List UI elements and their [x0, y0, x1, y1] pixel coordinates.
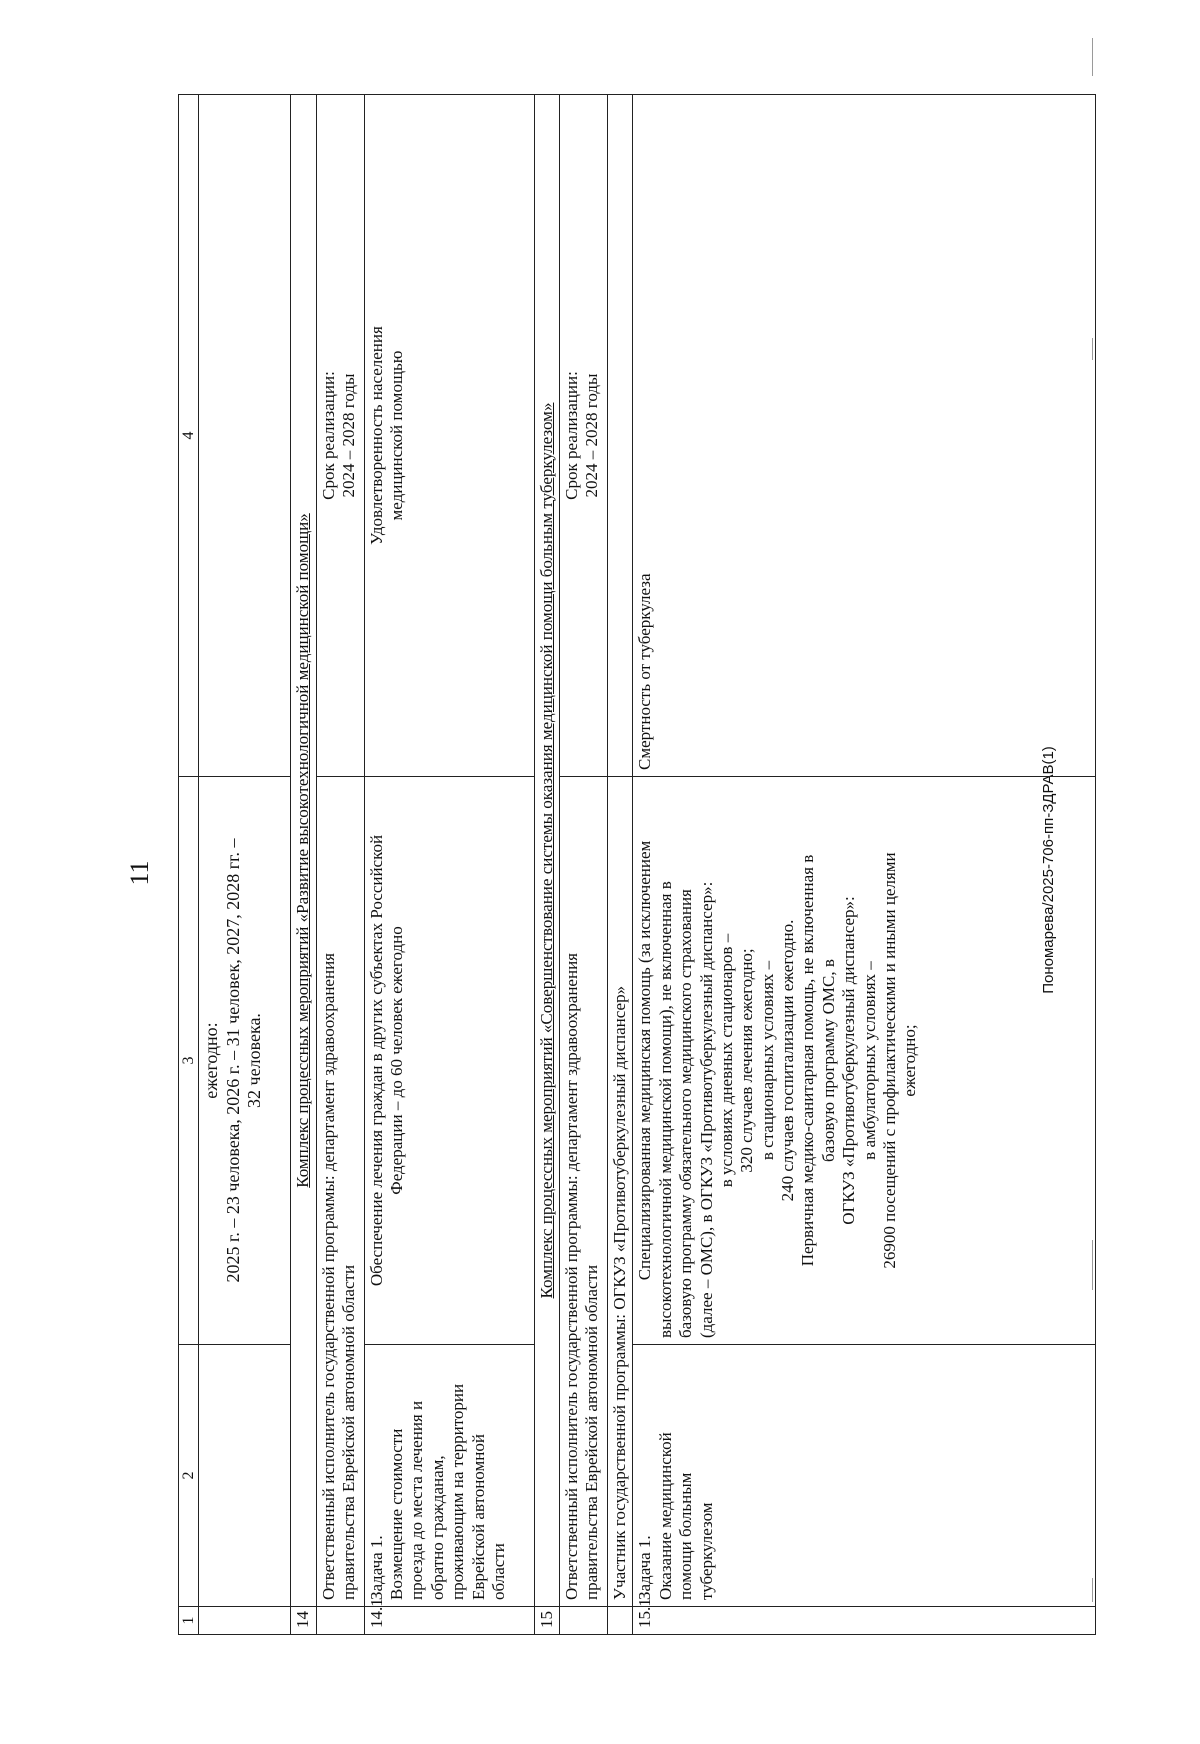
program-table: [178, 94, 1096, 1635]
section-14-responsible: Ответственный исполнитель государственной программы: департамент здравоохранения правительства Еврейской автономной области: [316, 777, 364, 1607]
program-table-rotated: [178, 95, 1096, 1635]
section-14-responsible-row: [316, 95, 364, 1635]
section-15-participant: Участник государственной программы: ОГКУЗ «Противотуберкулезный диспансер»: [607, 777, 632, 1607]
section-15-participant-row: [607, 95, 632, 1635]
section-15-responsible: Ответственный исполнитель государственной программы: департамент здравоохранения правительства Еврейской автономной области: [559, 777, 607, 1607]
task-15-1-result: Специализированная медицинская помощь (за исключением высокотехнологичной медицинской помощи), не включенная в базовую программу обязательного медицинского страхования (далее – ОМС), в ОГКУЗ «Противотуберкулезный диспансер»: в условиях дневных стационаров – 320 случаев лечения ежегодно; в стационарных условиях – 240 случаев госпитализации ежегодно. Первичная медико-санитарная помощь, не включенная в базовую программу ОМС, в ОГКУЗ «Противотуберкулезный диспансер»: в амбулаторных условиях – 26900 посещений с профилактическими и иными целями ежегодно;: [633, 777, 1096, 1345]
document-footer-id: Пономарева/2025-706-пп-ЗДРАВ(1): [1040, 746, 1057, 994]
section-15-period: Срок реализации: 2024 – 2028 годы: [559, 95, 607, 777]
header-col-3: 3: [179, 777, 199, 1345]
section-15-title-row: [534, 95, 559, 1635]
task-15-1-indicator: Смертность от туберкулеза: [633, 95, 1096, 777]
section-15-responsible-row: [559, 95, 607, 1635]
section-14-number: 14: [291, 1607, 316, 1635]
task-15-1-number: 15.1: [633, 1607, 1096, 1635]
task-14-1-indicator: Удовлетворенность населения медицинской помощью: [364, 95, 534, 777]
section-14-period: Срок реализации: 2024 – 2028 годы: [316, 95, 364, 777]
section-15-number: 15: [534, 1607, 559, 1635]
margin-mark: [1092, 38, 1093, 76]
header-col-2: 2: [179, 1345, 199, 1607]
table-row-continued: [199, 95, 291, 1635]
task-14-1-result: Обеспечение лечения граждан в других субъектах Российской Федерации – до 60 человек ежегодно: [364, 777, 534, 1345]
page-number: 11: [125, 860, 154, 886]
header-col-4: 4: [179, 95, 199, 777]
section-14-title-row: [291, 95, 316, 1635]
task-14-1-description: Задача 1. Возмещение стоимости проезда до места лечения и обратно гражданам, проживающим на территории Еврейской автономной области: [364, 1345, 534, 1607]
header-col-1: 1: [179, 1607, 199, 1635]
section-14-task-row: [364, 95, 534, 1635]
task-15-1-description: Задача 1. Оказание медицинской помощи больным туберкулезом: [633, 1345, 1096, 1607]
section-14-title: Комплекс процессных мероприятий «Развитие высокотехнологичной медицинской помощи»: [293, 513, 313, 1188]
section-15-task-row: [633, 95, 1096, 1635]
table-header-row: [179, 95, 199, 1635]
section-15-title: Комплекс процессных мероприятий «Совершенствование системы оказания медицинской помощи больным туберкулезом»: [536, 402, 556, 1299]
task-14-1-number: 14.1: [364, 1607, 534, 1635]
continued-col3: ежегодно: 2025 г. – 23 человека, 2026 г. – 31 человек, 2027, 2028 гг. – 32 человека.: [199, 777, 291, 1345]
